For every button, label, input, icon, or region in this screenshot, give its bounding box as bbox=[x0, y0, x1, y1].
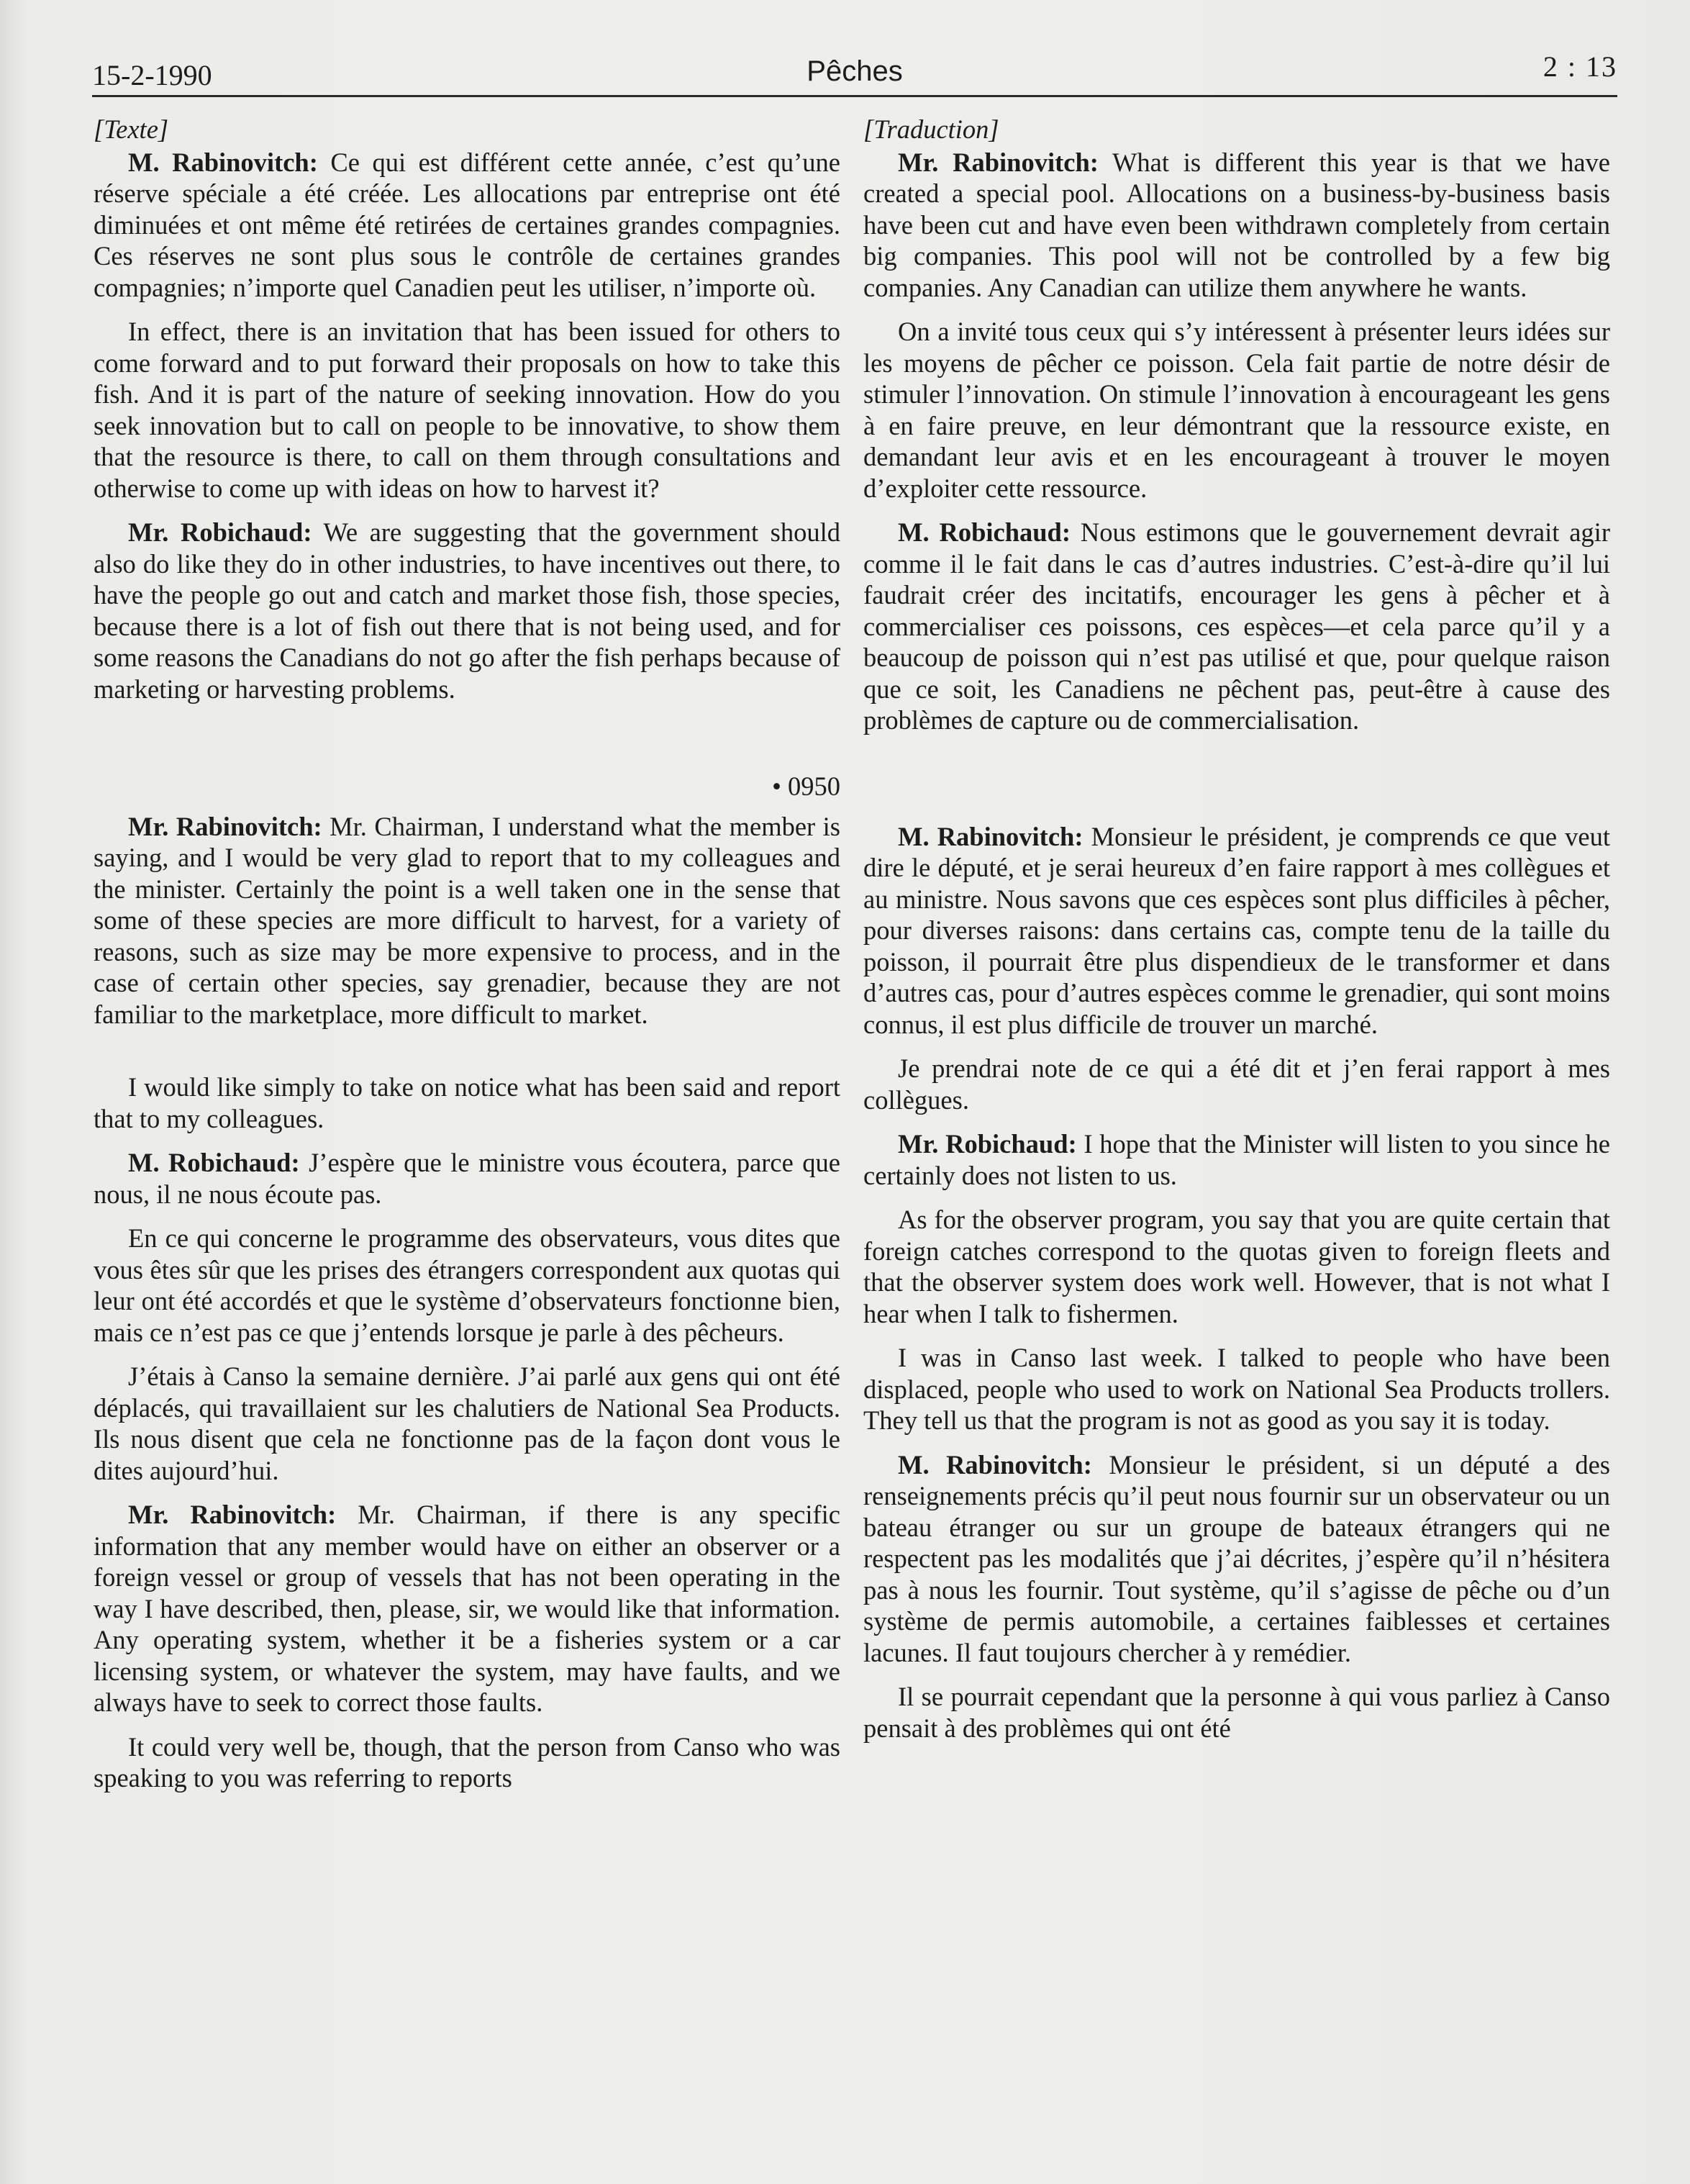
speaker-name: Mr. Rabinovitch: bbox=[128, 1500, 337, 1529]
paragraph: Je prendrai note de ce qui a été dit et j’en ferai rapport à mes collègues. bbox=[863, 1054, 1610, 1115]
paragraph bbox=[863, 147, 1610, 304]
page-number: 2 : 13 bbox=[1543, 50, 1617, 83]
paragraph bbox=[863, 821, 1610, 1041]
paragraph-text: I hope that the Minister will listen to you since he certainly does not listen to us. bbox=[863, 1129, 1610, 1190]
page-title: Pêches bbox=[807, 55, 903, 87]
spacer bbox=[863, 749, 1610, 821]
paragraph-text: Monsieur le président, si un député a des renseignements précis qu’il peut nous fournir sur un observateur ou un bateau étranger ou sur un groupe de bateaux étrangers qui ne respectent pas les modalités que j’ai décrites, j’espère qu’il n’hésitera pas à nous les fournir. Tout système, qu’il s’agisse de pêche ou d’un système de permis automobile, a certaines faiblesses et certaines lacunes. Il faut toujours chercher à y remédier. bbox=[863, 1449, 1611, 1667]
speaker-name: M. Rabinovitch: bbox=[128, 147, 318, 177]
paragraph bbox=[94, 811, 840, 1030]
paragraph bbox=[94, 1147, 840, 1210]
paragraph-text: Nous estimons que le gouvernement devrait agir comme il le fait dans le cas d’autres industries. C’est-à-dire qu’il lui faudrait créer des incitatifs, encourager les gens à pêcher et à commercialiser ces poissons, ces espèces—et cela parce qu’il y a beaucoup de poisson qui n’est pas utilisé et que, pour quelque raison que ce soit, les Canadiens ne pêchent pas, peut-être à cause des problèmes de capture ou de commercialisation. bbox=[863, 517, 1610, 735]
paragraph-text: Mr. Chairman, I understand what the member is saying, and I would be very glad to report that to my colleagues and the minister. Certainly the point is a well taken one in the sense that some of these species are more difficult to harvest, for a variety of reasons, such as size may be more expensive to process, and in the case of certain other species, say grenadier, because they are not familiar to the marketplace, more difficult to market. bbox=[94, 811, 840, 1029]
paragraph: In effect, there is an invitation that has been issued for others to come forward and to put forward their proposals on how to take this fish. And it is part of the nature of seeking innovation. How do you seek innovation but to call on people to be innovative, to show them that the resource is there, to call on them through consultations and otherwise to come up with ideas on how to harvest it? bbox=[94, 317, 840, 503]
paragraph bbox=[94, 1499, 840, 1718]
paragraph: It could very well be, though, that the person from Canso who was speaking to you was referring to reports bbox=[94, 1731, 840, 1793]
paragraph: As for the observer program, you say that you are quite certain that foreign catches correspond to the quotas given to foreign fleets and that the observer system does work well. However, that is not what I hear when I talk to fishermen. bbox=[863, 1205, 1610, 1328]
paragraph-text: What is different this year is that we have created a special pool. Allocations on a business-by-business basis have been cut and have even been withdrawn completely from certain big companies. This pool will not be controlled by a few big companies. Any Canadian can utilize them anywhere he wants. bbox=[863, 147, 1610, 302]
speaker-name: M. Robichaud: bbox=[898, 517, 1071, 547]
paragraph bbox=[94, 517, 840, 704]
column-label: [Traduction] bbox=[863, 114, 999, 144]
paragraph bbox=[863, 1449, 1610, 1669]
speaker-name: Mr. Rabinovitch: bbox=[128, 811, 322, 841]
right-column bbox=[863, 108, 1610, 1757]
paragraph bbox=[863, 517, 1610, 736]
paragraph-text: Monsieur le président, je comprends ce que veut dire le député, et je serai heureux d’en faire rapport à mes collègues et au ministre. Nous savons que ces espèces sont plus difficiles à pêcher, pour diverses raisons: dans certains cas, compte tenu de la taille du poisson, il pourrait être plus dispendieux de le transformer et dans d’autres cas, pour d’autres espèces comme le grenadier, qui sont moins connus, il est plus difficile de trouver un marché. bbox=[863, 821, 1611, 1039]
paragraph: Il se pourrait cependant que la personne à qui vous parliez à Canso pensait à des problèmes qui ont été bbox=[863, 1682, 1610, 1743]
paragraph-text: Mr. Chairman, if there is any specific information that any member would have on either an observer or a foreign vessel or group of vessels that has not been operating in the way I have described, then, please, sir, we would like that information. Any operating system, whether it be a fisheries system or a car licensing system, or whatever the system, may have faults, and we always have to seek to correct those faults. bbox=[94, 1500, 841, 1717]
column-label: [Texte] bbox=[94, 114, 169, 144]
speaker-name: Mr. Robichaud: bbox=[128, 517, 312, 547]
paragraph-text: We are suggesting that the government should also do like they do in other industries, to have incentives out there, to have the people go out and catch and market those fish, those species, because there is a lot of fish out there that is not being used, and for some reasons the Canadians do not go after the fish perhaps because of marketing or harvesting problems. bbox=[94, 517, 840, 704]
paragraph: J’étais à Canso la semaine dernière. J’ai parlé aux gens qui ont été déplacés, qui travaillaient sur les chalutiers de National Sea Products. Ils nous disent que cela ne fonctionne pas de la façon dont vous le dites aujourd’hui. bbox=[94, 1361, 840, 1485]
paragraph-text: J’espère que le ministre vous écoutera, parce que nous, il ne nous écoute pas. bbox=[94, 1148, 840, 1209]
speaker-name: M. Rabinovitch: bbox=[898, 821, 1083, 851]
time-marker: • 0950 bbox=[772, 771, 840, 801]
page-date: 15-2-1990 bbox=[92, 59, 212, 91]
paragraph: I would like simply to take on notice what has been said and report that to my colleagues. bbox=[94, 1072, 840, 1133]
page-header bbox=[92, 45, 1617, 97]
speaker-name: Mr. Robichaud: bbox=[898, 1129, 1077, 1159]
paragraph: I was in Canso last week. I talked to people who have been displaced, people who used to work on National Sea Products trollers. They tell us that the program is not as good as you say it is today. bbox=[863, 1343, 1610, 1435]
paragraph: On a invité tous ceux qui s’y intéressent à présenter leurs idées sur les moyens de pêcher ce poisson. Cela fait partie de notre désir de stimuler l’innovation. On stimule l’innovation à encourageant les gens à en faire preuve, en leur démontrant que la ressource existe, en demandant leur avis et en les encourageant à trouver le moyen d’exploiter cette ressource. bbox=[863, 317, 1610, 503]
spacer bbox=[94, 1043, 840, 1071]
speaker-name: M. Robichaud: bbox=[128, 1148, 300, 1177]
speaker-name: Mr. Rabinovitch: bbox=[898, 147, 1099, 177]
paragraph bbox=[94, 147, 840, 304]
left-column bbox=[94, 108, 840, 1807]
speaker-name: M. Rabinovitch: bbox=[898, 1449, 1092, 1480]
paragraph bbox=[863, 1128, 1610, 1191]
paragraph-text: Ce qui est différent cette année, c’est qu’une réserve spéciale a été créée. Les allocations par entreprise ont été diminuées et ont même été retirées de certaines grandes compagnies. Ces réserves ne sont plus sous le contrôle de certaines grandes compagnies; n’importe quel Canadien peut les utiliser, n’importe où. bbox=[94, 147, 841, 302]
paragraph: En ce qui concerne le programme des observateurs, vous dites que vous êtes sûr que les prises des étrangers correspondent aux quotas qui leur ont été accordés et que le système d’observateurs fonctionne bien, mais ce n’est pas ce que j’entends lorsque je parle à des pêcheurs. bbox=[94, 1223, 840, 1347]
